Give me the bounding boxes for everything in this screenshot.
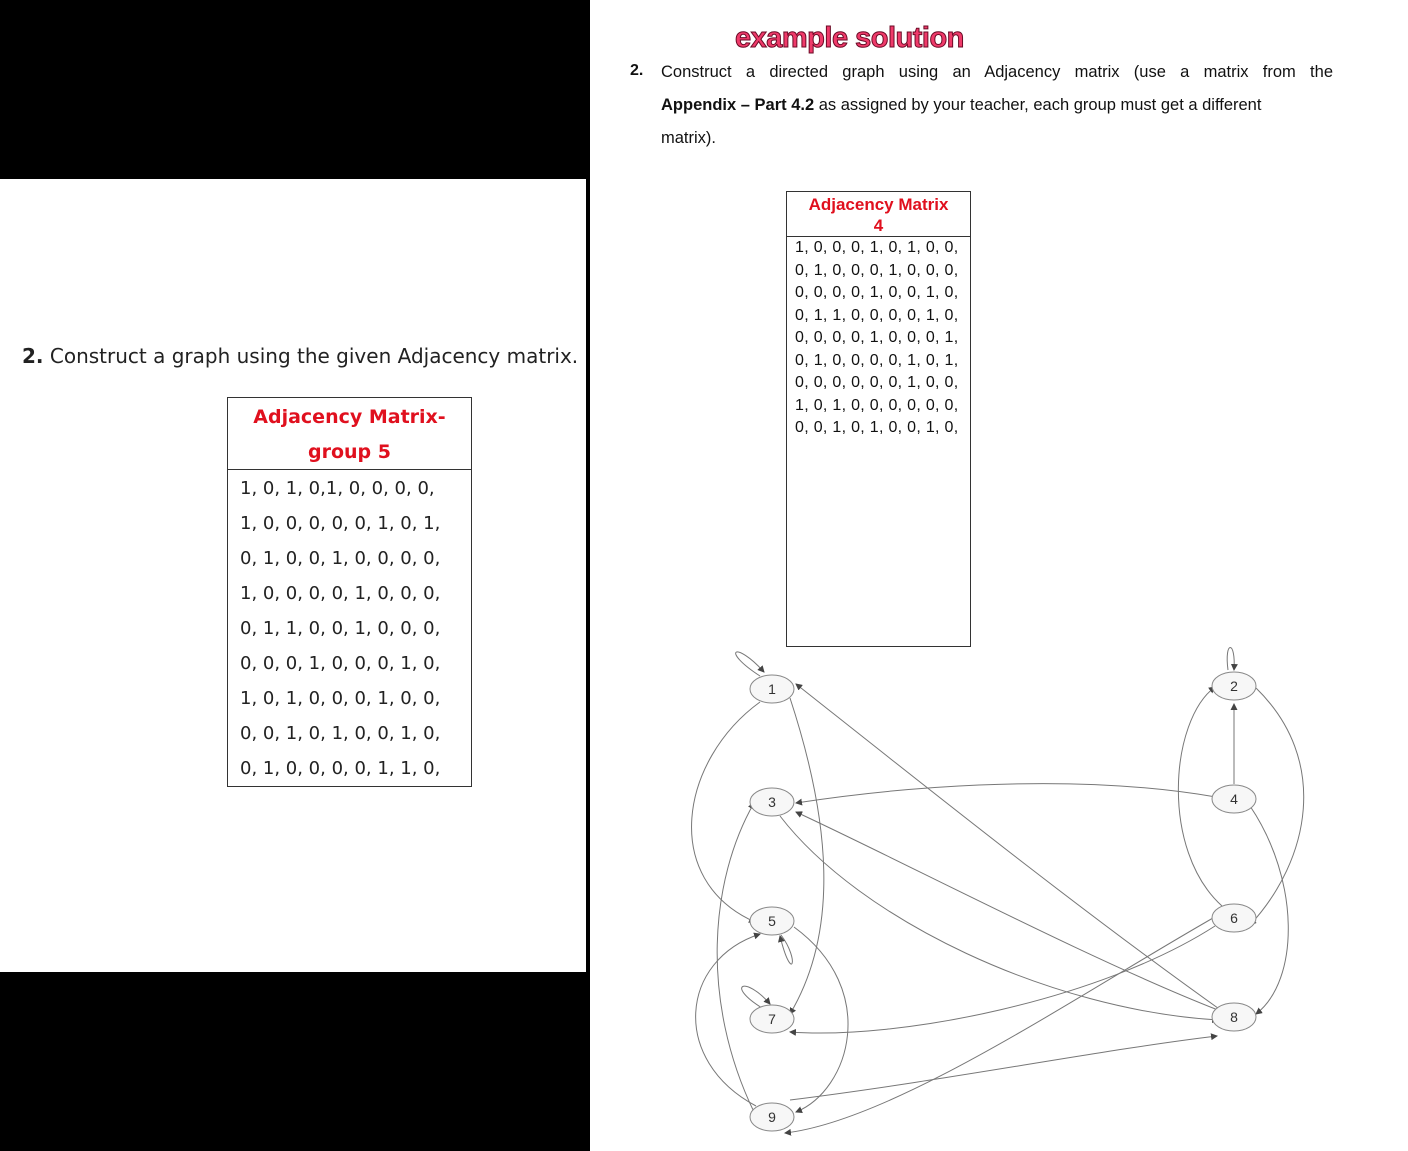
right-table-row: 1, 0, 0, 0, 1, 0, 1, 0, 0, [795, 239, 959, 256]
left-table-row: 1, 0, 0, 0, 0, 0, 1, 0, 1, [240, 513, 441, 534]
right-question-line2: as assigned by your teacher, each group must get a different [814, 96, 1262, 114]
left-table-row: 1, 0, 0, 0, 0, 1, 0, 0, 0, [240, 583, 441, 604]
edge-6-7 [790, 926, 1215, 1033]
graph-node-7 [750, 1005, 794, 1033]
right-table-row: 1, 0, 1, 0, 0, 0, 0, 0, 0, [795, 396, 959, 414]
right-question-line1: Construct a directed graph using an Adjacency matrix (use a matrix from the [661, 63, 1333, 81]
right-table-row: 0, 0, 0, 0, 1, 0, 0, 0, 1, [795, 329, 959, 346]
graph-node-label: 8 [1230, 1009, 1238, 1025]
graph-node-label: 5 [768, 913, 776, 929]
right-table-header-line1: Adjacency Matrix [808, 195, 949, 214]
edge-1-7 [790, 698, 824, 1014]
graph-node-9 [750, 1103, 794, 1131]
right-table-header-line2: 4 [873, 216, 884, 235]
edge-2-6 [1250, 688, 1304, 925]
graph-nodes [750, 672, 1256, 1131]
appendix-reference: Appendix – Part 4.2 [661, 96, 815, 114]
left-question-text: Construct a graph using the given Adjacency matrix. [49, 344, 579, 368]
left-question-number: 2. [22, 344, 44, 368]
edge-8-3 [796, 812, 1218, 1010]
right-table-row: 0, 0, 1, 0, 1, 0, 0, 1, 0, [795, 419, 959, 436]
left-table-row: 0, 0, 1, 0, 1, 0, 0, 1, 0, [240, 723, 441, 744]
left-table-row: 1, 0, 1, 0, 0, 0, 1, 0, 0, [240, 688, 441, 709]
graph-node-label: 3 [768, 794, 776, 810]
example-solution-title: example solution [735, 22, 964, 54]
right-table-row: 0, 1, 0, 0, 0, 0, 1, 0, 1, [795, 351, 959, 369]
graph-node-label: 1 [768, 681, 776, 697]
edge-3-8 [780, 816, 1218, 1020]
edge-5-5 [780, 935, 792, 964]
graph-node-label: 6 [1230, 910, 1238, 926]
left-table-row: 0, 0, 0, 1, 0, 0, 0, 1, 0, [240, 653, 441, 674]
edge-4-3 [796, 784, 1216, 803]
graph-node-label: 4 [1230, 791, 1238, 807]
right-question-line3: matrix). [661, 129, 716, 147]
edge-7-7 [742, 986, 770, 1008]
edge-1-1 [736, 652, 764, 676]
left-table-row: 1, 0, 1, 0,1, 0, 0, 0, 0, [240, 478, 435, 499]
right-question-number: 2. [630, 62, 644, 79]
edge-9-8 [790, 1036, 1217, 1100]
right-table-row: 0, 0, 0, 0, 0, 0, 1, 0, 0, [795, 374, 959, 391]
graph-node-6 [1212, 904, 1256, 932]
left-table-row: 0, 1, 1, 0, 0, 1, 0, 0, 0, [240, 618, 441, 639]
edge-5-9 [794, 927, 848, 1112]
left-table-header-line2: group 5 [308, 441, 391, 463]
edge-6-9 [785, 905, 1236, 1133]
edge-9-3 [717, 803, 754, 1112]
right-table-row: 0, 1, 1, 0, 0, 0, 0, 1, 0, [795, 306, 959, 324]
edge-8-1 [796, 684, 1222, 1011]
edge-1-5 [692, 702, 760, 922]
graph-node-3 [750, 788, 794, 816]
graph-node-1 [750, 675, 794, 703]
graph-node-label: 7 [768, 1011, 776, 1027]
left-table-row: 0, 1, 0, 0, 1, 0, 0, 0, 0, [240, 548, 441, 569]
graph-node-4 [1212, 785, 1256, 813]
edge-4-8 [1250, 806, 1288, 1014]
graph-node-label: 9 [768, 1109, 776, 1125]
right-table-row: 0, 1, 0, 0, 0, 1, 0, 0, 0, [795, 261, 959, 279]
graph-node-5 [750, 907, 794, 935]
graph-node-8 [1212, 1003, 1256, 1031]
graph-node-label: 2 [1230, 678, 1238, 694]
right-table-row: 0, 0, 0, 0, 1, 0, 0, 1, 0, [795, 284, 959, 301]
graph-node-2 [1212, 672, 1256, 700]
left-table-header-line1: Adjacency Matrix- [253, 406, 446, 428]
left-table-row: 0, 1, 0, 0, 0, 0, 1, 1, 0, [240, 758, 441, 779]
edge-2-2 [1227, 648, 1234, 671]
